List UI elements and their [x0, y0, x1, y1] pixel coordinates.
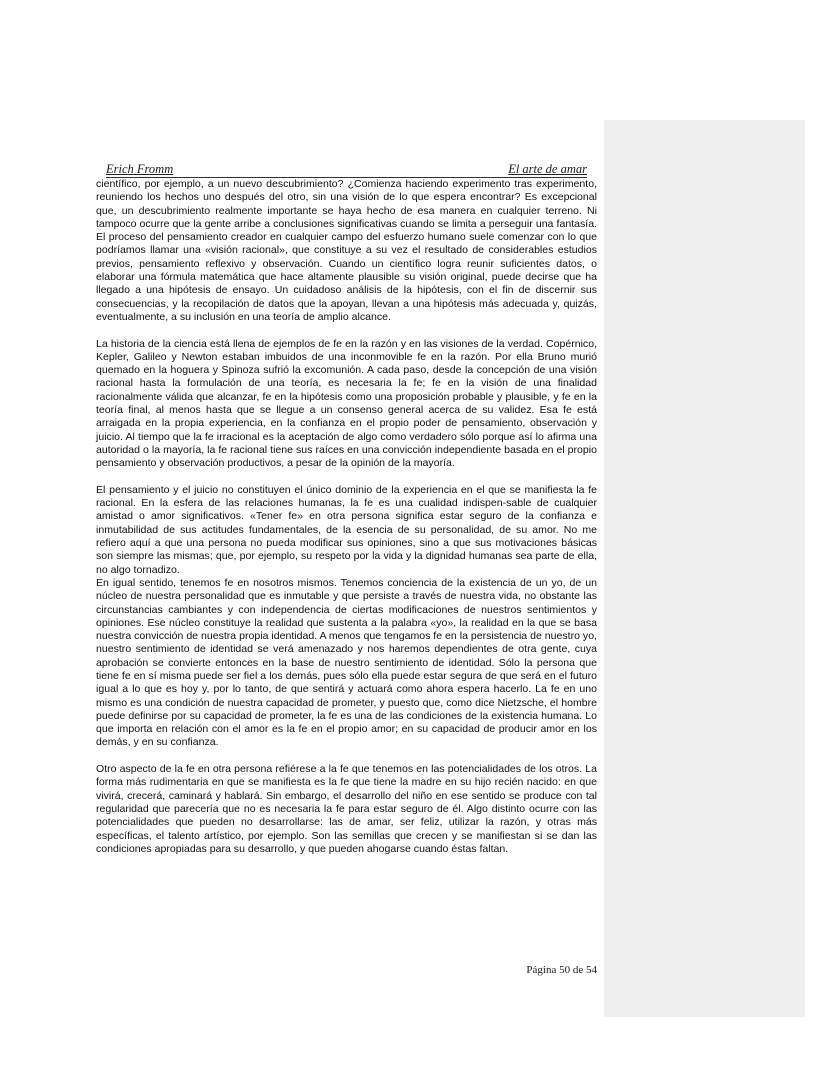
paragraph: El pensamiento y el juicio no constituyen el único dominio de la experiencia en el que se manifiesta la fe racional. En la esfera de las relaciones humanas, la fe es una cualidad indispen-sable de cualquier amistad o amor significativos. «Tener fe» en otra persona significa estar seguro de la confianza e inmutabilidad de sus actitudes fundamentales, de la esencia de su personalidad, de su amor. No me refiero aquí a que una persona no pueda modificar sus opiniones, sino a que sus motivaciones básicas son siempre las mismas; que, por ejemplo, su respeto por la vida y la dignidad humanas sea parte de ella, no algo tornadizo. [96, 483, 597, 576]
page-header [106, 161, 587, 178]
header-author: Erich Fromm [106, 162, 174, 176]
paragraph: La historia de la ciencia está llena de ejemplos de fe en la razón y en las visiones de la verdad. Copérnico, Kepler, Galileo y Newton estaban imbuidos de una inconmovible fe en la razón. Por ella Bruno murió quemado en la hoguera y Spinoza sufrió la excomunión. A cada paso, desde la concepción de una visión racional hasta la formulación de una teoría, es necesaria la fe; fe en la visión de una finalidad racionalmente válida que alcanzar, fe en la hipótesis como una proposición probable y plausible, y fe en la teoría final, al menos hasta que se llegue a un consenso general acerca de su validez. Esa fe está arraigada en la propia experiencia, en la confianza en el propio poder de pensamiento, observación y juicio. Al tiempo que la fe irracional es la aceptación de algo como verdadero sólo porque así lo afirma una autoridad o la mayoría, la fe racional tiene sus raíces en una convicción independiente basada en el propio pensamiento y observación productivos, a pesar de la opinión de la mayoría. [96, 337, 597, 470]
page-number: Página 50 de 54 [526, 964, 597, 976]
paragraph: Otro aspecto de la fe en otra persona refiérese a la fe que tenemos en las potencialidades de los otros. La forma más rudimentaria en que se manifiesta es la fe que tiene la madre en su hijo recién nacido: en que vivirá, crecerá, caminará y hablará. Sin embargo, el desarrollo del niño en ese sentido se produce con tal regularidad que parecería que no es necesaria la fe para estar seguro de él. Algo distinto ocurre con las potencialidades que pueden no desarrollarse: las de amar, ser feliz, utilizar la razón, y otras más específicas, el talento artístico, por ejemplo. Son las semillas que crecen y se manifiestan si se dan las condiciones apropiadas para su desarrollo, y que pueden ahogarse cuando éstas faltan. [96, 763, 597, 855]
body-text [96, 178, 597, 856]
comment-pane [604, 120, 805, 1017]
header-book-title: El arte de amar [508, 162, 587, 176]
paragraph: científico, por ejemplo, a un nuevo descubrimiento? ¿Comienza haciendo experimento tras experimento, reuniendo los hechos uno después del otro, sin una visión de lo que espera encontrar? Es excepcional que, un descubrimiento realmente importante se haya hecho de esa manera en cualquier terreno. Ni tampoco ocurre que la gente arribe a conclusiones significativas cuando se limita a perseguir una fantasía. El proceso del pensamiento creador en cualquier campo del esfuerzo humano suele comenzar con lo que podríamos llamar una «visión racional», que constituye a su vez el resultado de considerables estudios previos, pensamiento reflexivo y observación. Cuando un científico logra reunir suficientes datos, o elaborar una fórmula matemática que hace altamente plausible su visión original, puede decirse que ha llegado a una hipótesis de ensayo. Un cuidadoso análisis de la hipótesis, con el fin de discernir sus consecuencias, y la recopilación de datos que la apoyan, llevan a una hipótesis más adecuada y, quizás, eventualmente, a su inclusión en una teoría de amplio alcance. [96, 178, 597, 323]
paragraph: En igual sentido, tenemos fe en nosotros mismos. Tenemos conciencia de la existencia de un yo, de un núcleo de nuestra personalidad que es inmutable y que persiste a través de nuestra vida, no obstante las circunstancias cambiantes y con independencia de ciertas modificaciones de nuestros sentimientos y opiniones. Ese núcleo constituye la realidad que sustenta a la palabra «yo», la realidad en la que se basa nuestra convicción de nuestra propia identidad. A menos que tengamos fe en la persistencia de nuestro yo, nuestro sentimiento de identidad se verá amenazado y nos haremos dependientes de otra gente, cuya aprobación se convierte entonces en la base de nuestro sentimiento de identidad. Sólo la persona que tiene fe en sí misma puede ser fiel a los demás, pues sólo ella puede estar segura de que será en el futuro igual a lo que es hoy y, por lo tanto, de que sentirá y actuará como ahora espera hacerlo. La fe en uno mismo es una condición de nuestra capacidad de prometer, y puesto que, como dice Nietzsche, el hombre puede definirse por su capacidad de prometer, la fe es una de las condiciones de la existencia humana. Lo que importa en relación con el amor es la fe en el propio amor; en su capacidad de producir amor en los demás, y en su confianza. [96, 576, 597, 749]
